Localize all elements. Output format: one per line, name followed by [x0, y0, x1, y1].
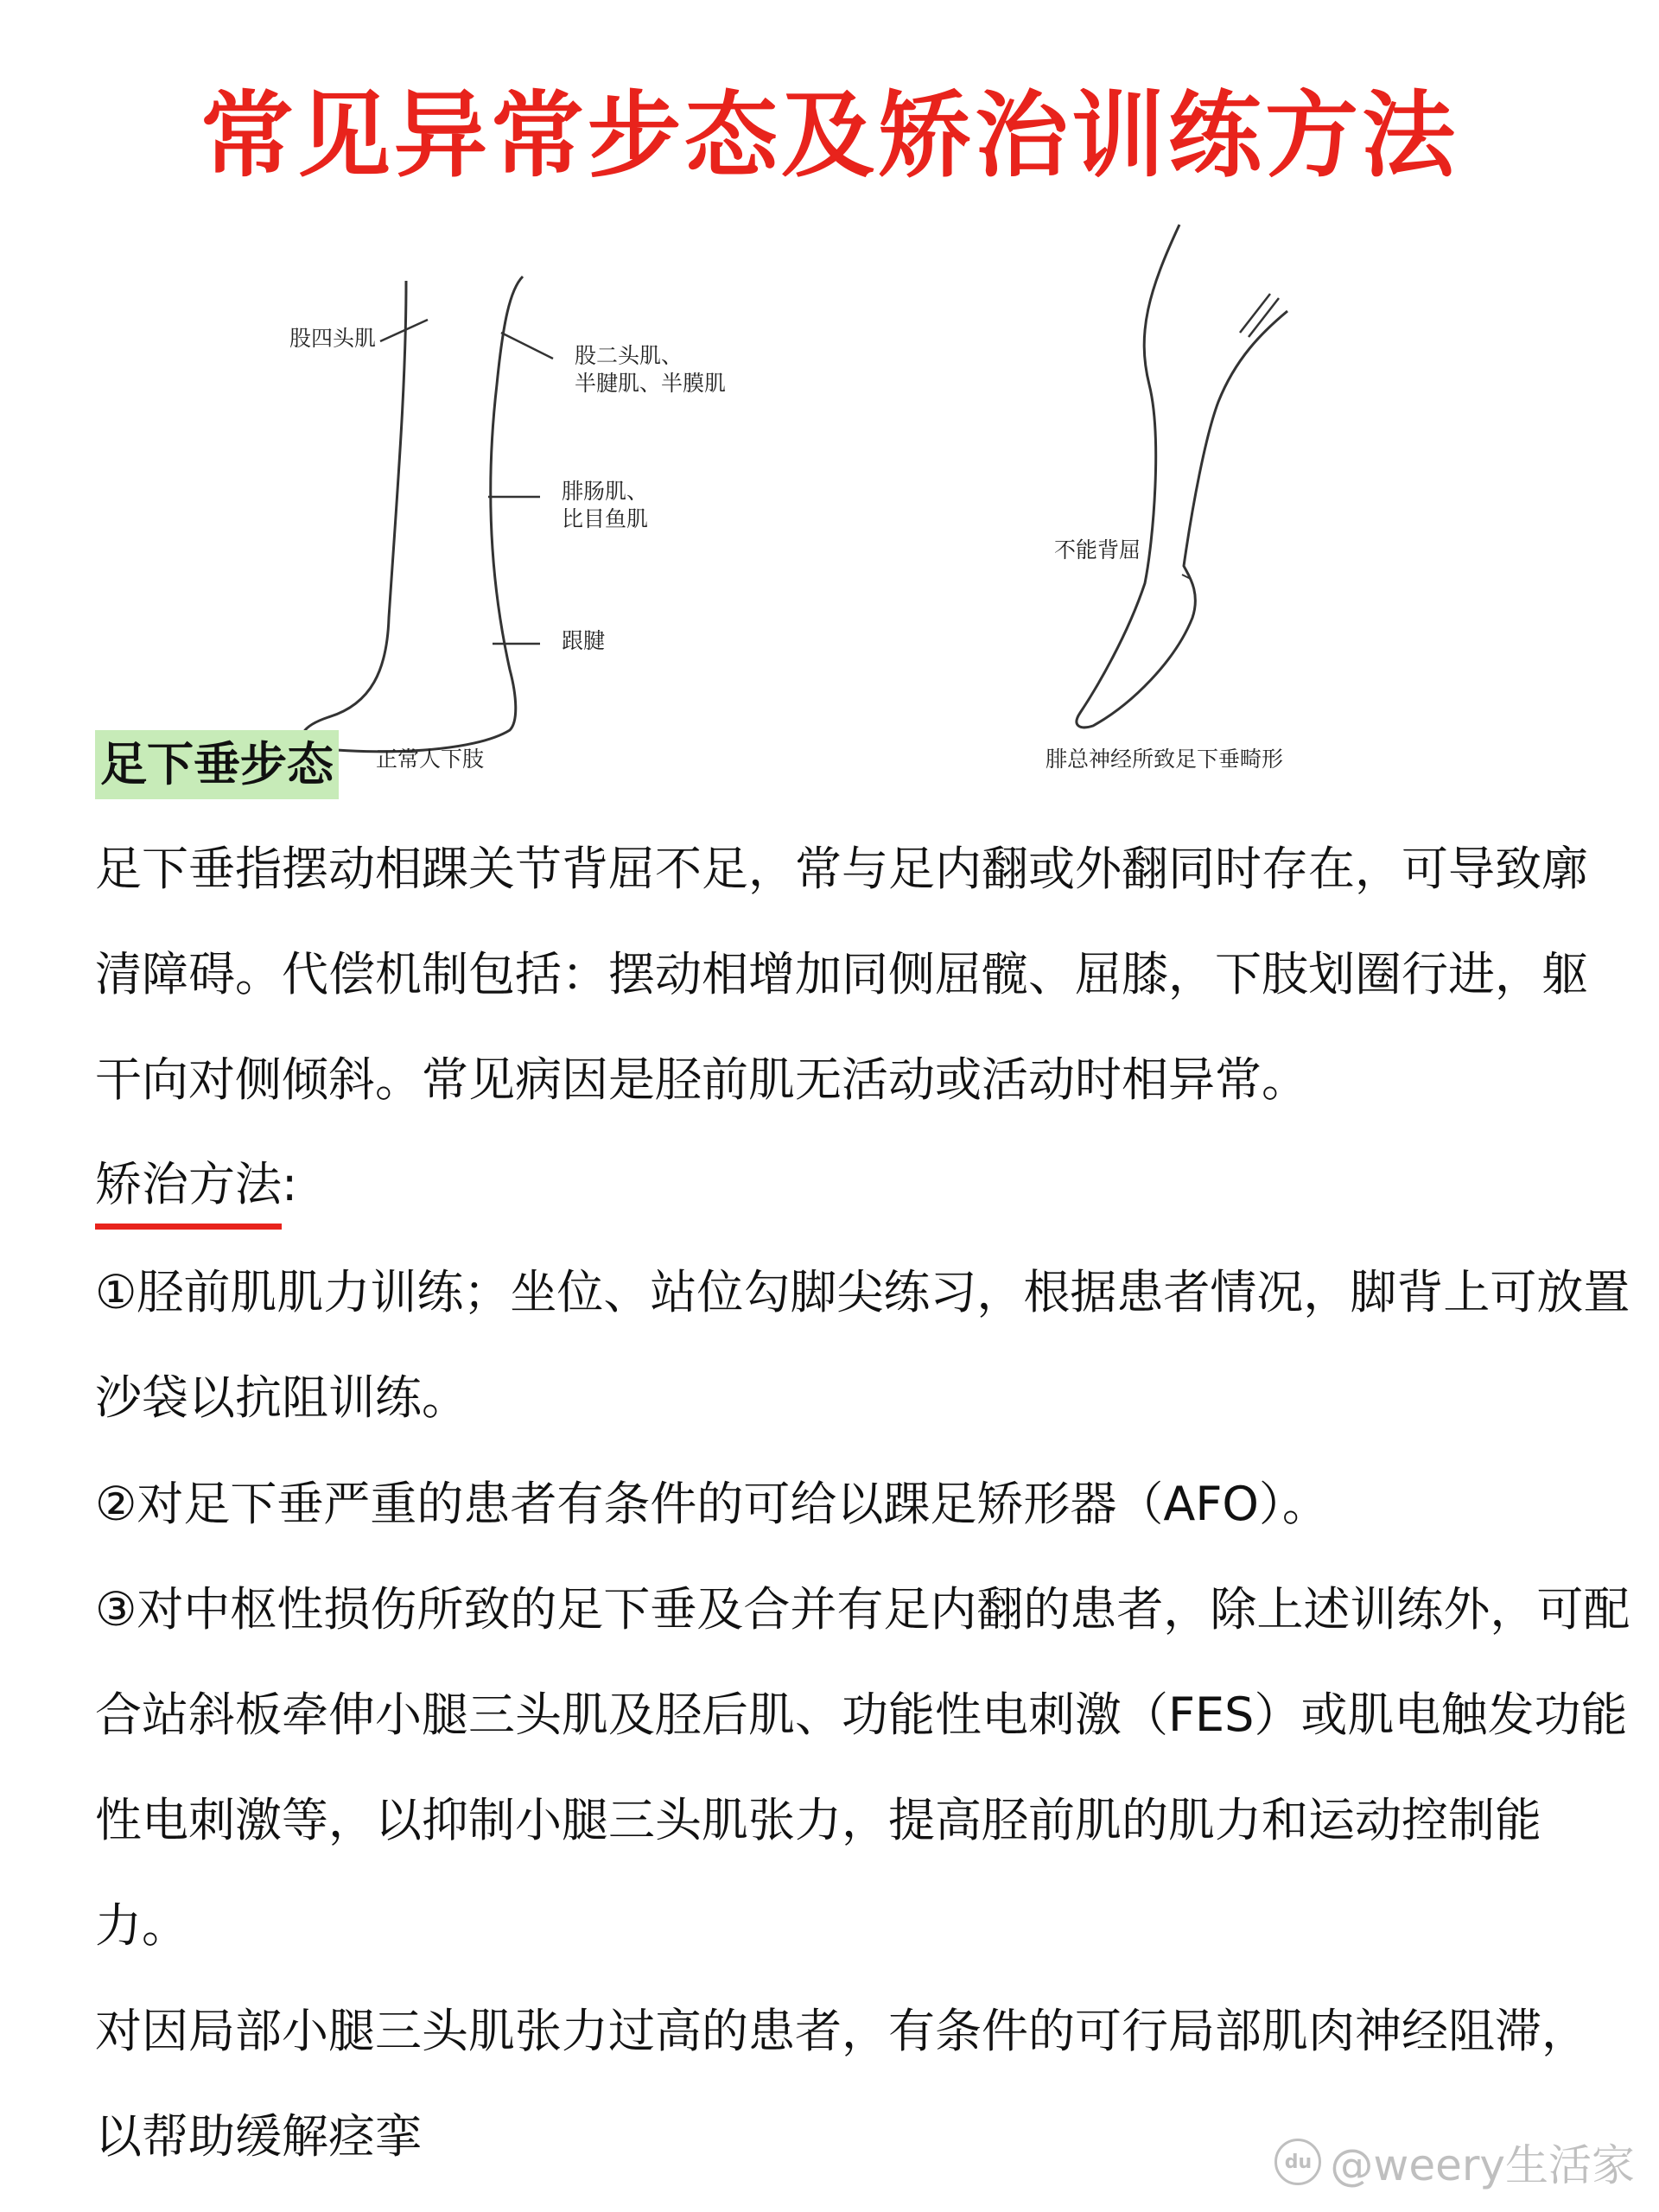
watermark — [1274, 2131, 1635, 2193]
method-item-2: ②对足下垂严重的患者有条件的可给以踝足矫形器（AFO）。 — [95, 1477, 1329, 1531]
label-hamstrings-2: 半腱肌、半膜肌 — [575, 371, 727, 396]
methods-colon: : — [282, 1157, 298, 1211]
page-title: 常见异常步态及矫治训练方法 — [200, 82, 1459, 190]
watermark-text: @weery生活家 — [1330, 2140, 1635, 2190]
label-calf-2: 比目鱼肌 — [562, 506, 649, 531]
label-quadriceps: 股四头肌 — [289, 326, 377, 351]
leg-diagram — [276, 212, 1417, 795]
hamstrings-leader — [501, 333, 553, 359]
method-item-3: ③对中枢性损伤所致的足下垂及合并有足内翻的患者，除上述训练外，可配合站斜板牵伸小腿三头肌及胫后肌、功能性电刺激（FES）或肌电触发功能性电刺激等，以抑制小腿三头肌张力，提高胫前肌的肌力和运动控制能力。 — [95, 1582, 1630, 1953]
foot-drop-knee-detail — [1240, 294, 1279, 337]
watermark-badge-icon: du — [1274, 2139, 1321, 2185]
label-tendon: 跟腱 — [562, 628, 606, 653]
methods-label-line — [95, 1132, 1633, 1237]
label-calf-1: 腓肠肌、 — [562, 479, 649, 504]
methods-label: 矫治方法 — [95, 1146, 282, 1230]
extra-paragraph: 对因局部小腿三头肌张力过高的患者，有条件的可行局部肌肉神经阻滞，以帮助缓解痉挛 — [95, 2004, 1588, 2164]
gait-illustration — [276, 212, 1417, 795]
quadriceps-leader — [380, 320, 428, 341]
caption-foot-drop: 腓总神经所致足下垂畸形 — [1046, 747, 1284, 772]
label-hamstrings-1: 股二头肌、 — [575, 343, 683, 368]
method-item-1: ①胫前肌肌力训练；坐位、站位勾脚尖练习，根据患者情况，脚背上可放置沙袋以抗阻训练。 — [95, 1265, 1630, 1425]
description-paragraph: 足下垂指摆动相踝关节背屈不足，常与足内翻或外翻同时存在，可导致廓清障碍。代偿机制包括：摆动相增加同侧屈髋、屈膝，下肢划圈行进，躯干向对侧倾斜。常见病因是胫前肌无活动或活动时相异常。 — [95, 842, 1588, 1107]
label-cannot-dorsiflex: 不能背屈 — [1054, 537, 1141, 563]
foot-drop-leg-outline — [1077, 225, 1287, 728]
section-heading: 足下垂步态 — [95, 730, 339, 799]
caption-normal-leg: 正常人下肢 — [376, 747, 485, 772]
